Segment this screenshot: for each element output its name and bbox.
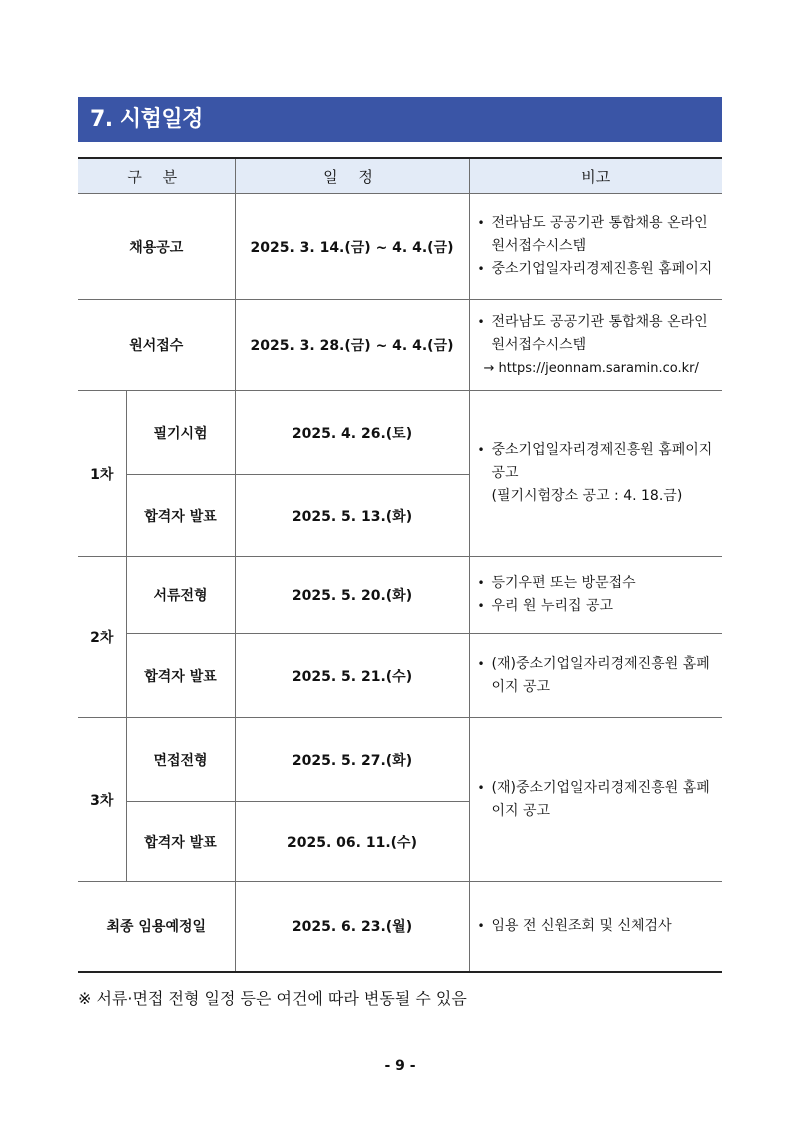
row-date: 2025. 6. 23.(월) xyxy=(235,882,469,972)
row-date: 2025. 5. 13.(화) xyxy=(235,475,469,557)
stage-label: 3차 xyxy=(78,718,126,882)
row-label: 면접전형 xyxy=(126,718,235,802)
row-date: 2025. 4. 26.(토) xyxy=(235,391,469,475)
row-note: • 등기우편 또는 방문접수 • 우리 원 누리집 공고 xyxy=(469,557,722,634)
section-title: 7. 시험일정 xyxy=(78,97,722,142)
table-row xyxy=(78,300,722,391)
table-row xyxy=(78,391,722,475)
row-note: • 전라남도 공공기관 통합채용 온라인 원서접수시스템 • 중소기업일자리경제진흥원 홈페이지 xyxy=(469,194,722,300)
row-note: • 임용 전 신원조회 및 신체검사 xyxy=(469,882,722,972)
header-date: 일 정 xyxy=(235,158,469,194)
schedule-table xyxy=(78,157,722,973)
table-row xyxy=(78,557,722,634)
row-date: 2025. 3. 14.(금) ~ 4. 4.(금) xyxy=(235,194,469,300)
table-row xyxy=(78,718,722,802)
row-label: 합격자 발표 xyxy=(126,475,235,557)
row-label: 채용공고 xyxy=(78,194,235,300)
table-row xyxy=(78,194,722,300)
row-label: 합격자 발표 xyxy=(126,802,235,882)
stage-label: 1차 xyxy=(78,391,126,557)
footnote: ※ 서류·면접 전형 일정 등은 여건에 따라 변동될 수 있음 xyxy=(78,989,467,1008)
table-header-row xyxy=(78,158,722,194)
row-date: 2025. 3. 28.(금) ~ 4. 4.(금) xyxy=(235,300,469,391)
row-date: 2025. 5. 20.(화) xyxy=(235,557,469,634)
page-number: - 9 - xyxy=(384,1058,416,1074)
row-note: • 중소기업일자리경제진흥원 홈페이지 공고 (필기시험장소 공고 : 4. 18.금) xyxy=(469,391,722,557)
table-row xyxy=(78,882,722,972)
row-note: • (재)중소기업일자리경제진흥원 홈페이지 공고 xyxy=(469,718,722,882)
row-label: 서류전형 xyxy=(126,557,235,634)
row-label: 필기시험 xyxy=(126,391,235,475)
header-note: 비고 xyxy=(469,158,722,194)
table-row xyxy=(78,634,722,718)
row-date: 2025. 5. 21.(수) xyxy=(235,634,469,718)
row-note: • (재)중소기업일자리경제진흥원 홈페이지 공고 xyxy=(469,634,722,718)
row-label: 합격자 발표 xyxy=(126,634,235,718)
stage-label: 2차 xyxy=(78,557,126,718)
url-text: → https://jeonnam.saramin.co.kr/ xyxy=(483,360,699,376)
row-date: 2025. 06. 11.(수) xyxy=(235,802,469,882)
row-label: 원서접수 xyxy=(78,300,235,391)
row-date: 2025. 5. 27.(화) xyxy=(235,718,469,802)
row-note: • 전라남도 공공기관 통합채용 온라인 원서접수시스템 → https://jeonnam.saramin.co.kr/ xyxy=(469,300,722,391)
row-label: 최종 임용예정일 xyxy=(78,882,235,972)
header-category: 구 분 xyxy=(78,158,235,194)
